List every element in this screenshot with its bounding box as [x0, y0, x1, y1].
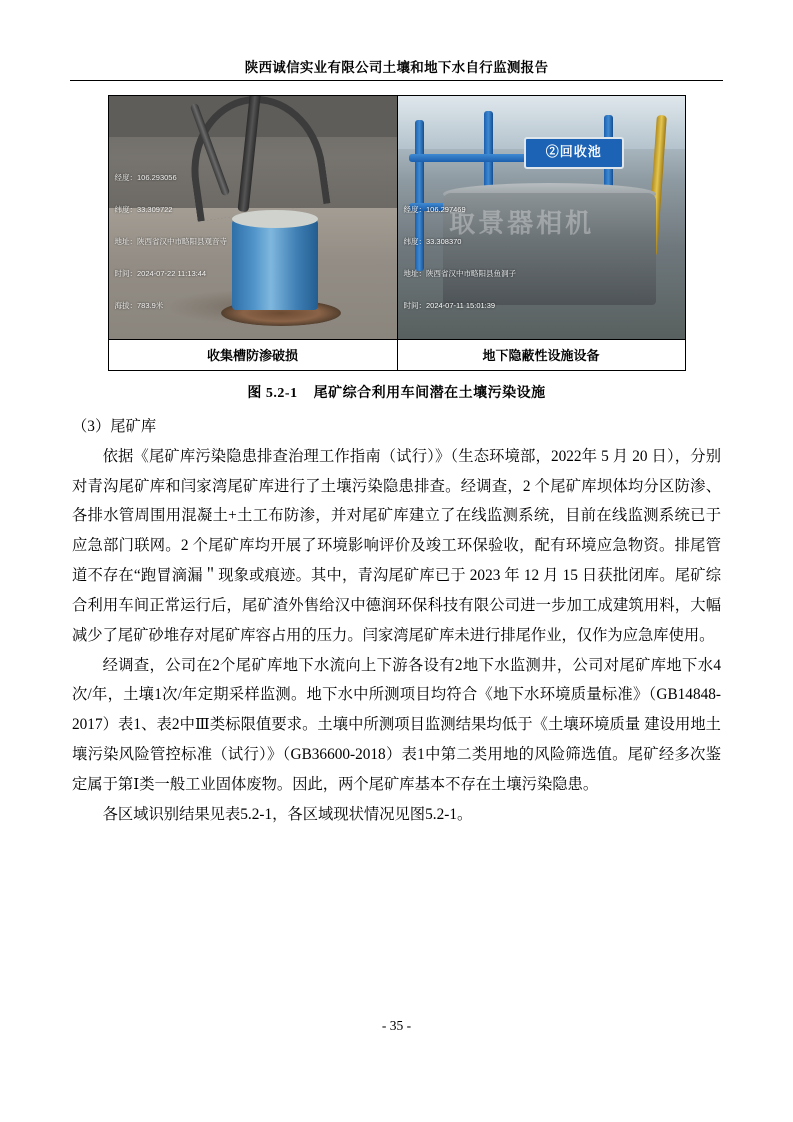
photo-1-caption: 收集槽防渗破损	[206, 348, 298, 363]
paragraph-3: 各区域识别结果见表5.2-1，各区域现状情况见图5.2-1。	[102, 805, 473, 823]
photo-collection-trough	[109, 96, 397, 339]
figure-title	[72, 382, 721, 402]
figure-title-text: 尾矿综合利用车间潜在土壤污染设施	[313, 386, 546, 401]
figure-block	[108, 95, 686, 371]
photo-1-geo-stamp: 经度：106.293056 纬度：33.309722 地址：陕西省汉中市略阳县观音寺 时间：2024-07-22 11:13:44 海拔：783.9米	[114, 173, 227, 311]
header-title: 陕西诚信实业有限公司土壤和地下水自行监测报告	[244, 60, 549, 75]
photo-1-blue-drum	[232, 218, 318, 310]
photo-2-watermark: 取景器相机	[449, 207, 595, 238]
photo-2-geo-stamp: 经度：106.297469 纬度：33.308370 地址：陕西省汉中市略阳县鱼洞子 时间：2024-07-11 15:01:39	[403, 205, 516, 311]
body-content	[72, 412, 721, 830]
figure-number: 图 5.2-1	[247, 386, 298, 401]
paragraph-1: 依据《尾矿库污染隐患排查治理工作指南（试行）》（生态环境部，2022年 5 月 20 日），分别对青沟尾矿库和闫家湾尾矿库进行了土壤污染隐患排查。经调查，2 个尾矿库坝体均分区防渗、各排水管周围用混凝土+土工布防渗，并对尾矿库建立了在线监测系统，目前在线监测系统已于应急部门联网。2 个尾矿库均开展了环境影响评价及竣工环保验收，配有环境应急物资。排尾管道不存在“跑冒滴漏＂现象或痕迹。其中，青沟尾矿库已于 2023 年 12 月 15 日获批闭库。尾矿综合利用车间正常运行后，尾矿渣外售给汉中德润环保科技有限公司进一步加工成建筑用料，大幅减少了尾矿砂堆存对尾矿库容占用的压力。闫家湾尾矿库未进行排尾作业，仅作为应急库使用。	[72, 447, 721, 644]
photo-row	[109, 96, 685, 339]
page-footer	[0, 1018, 793, 1034]
photo-underground-facility	[397, 96, 685, 339]
header-divider	[70, 80, 723, 81]
page-number: - 35 -	[381, 1018, 412, 1033]
photo-caption-row	[109, 339, 685, 370]
page-header	[72, 0, 721, 81]
section-heading: （3）尾矿库	[72, 418, 157, 435]
photo-2-sign-label: ②回收池	[524, 137, 624, 169]
photo-2-caption: 地下隐蔽性设施设备	[397, 340, 685, 370]
paragraph-2: 经调查，公司在2个尾矿库地下水流向上下游各设有2地下水监测井，公司对尾矿库地下水4次/年，土壤1次/年定期采样监测。地下水中所测项目均符合《地下水环境质量标准》（GB14848-2017）表1、表2中Ⅲ类标限值要求。土壤中所测项目监测结果均低于《土壤环境质量 建设用地土壤污染风险管控标准（试行）》（GB36600-2018）表1中第二类用地的风险筛选值。尾矿经多次鉴定属于第Ⅰ类一般工业固体废物。因此，两个尾矿库基本不存在土壤污染隐患。	[72, 656, 721, 793]
